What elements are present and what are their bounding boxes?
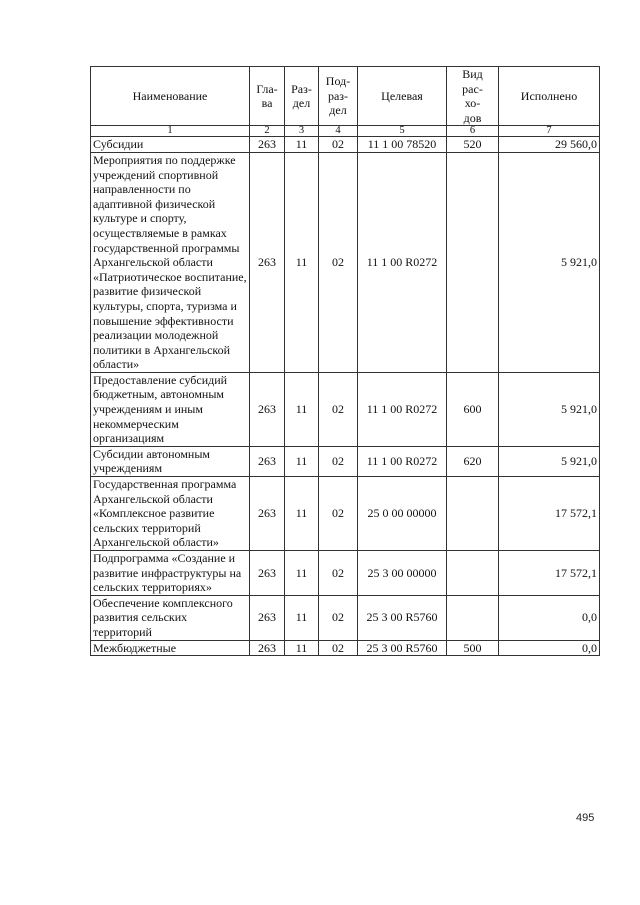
row-celevaya: 25 3 00 R5760 — [358, 595, 447, 640]
row-vid: 500 — [447, 640, 499, 656]
row-glava: 263 — [250, 372, 285, 446]
header-razdel: Раз- дел — [285, 67, 319, 126]
column-number: 3 — [285, 126, 319, 137]
budget-table — [90, 66, 600, 656]
row-vid: 520 — [447, 137, 499, 153]
table-row — [91, 446, 600, 476]
column-number: 2 — [250, 126, 285, 137]
header-glava: Гла- ва — [250, 67, 285, 126]
row-razdel: 11 — [285, 595, 319, 640]
row-razdel: 11 — [285, 372, 319, 446]
header-celevaya: Целевая — [358, 67, 447, 126]
table-row — [91, 595, 600, 640]
row-razdel: 11 — [285, 640, 319, 656]
row-name: Субсидии автономным учреждениям — [91, 446, 250, 476]
row-glava: 263 — [250, 137, 285, 153]
row-razdel: 11 — [285, 477, 319, 551]
row-name: Предоставление субсидий бюджетным, автономным учреждениям и иным некоммерческим организациям — [91, 372, 250, 446]
row-podrazdel: 02 — [319, 372, 358, 446]
table-row — [91, 137, 600, 153]
row-glava: 263 — [250, 595, 285, 640]
row-glava: 263 — [250, 640, 285, 656]
row-razdel: 11 — [285, 152, 319, 372]
column-number: 1 — [91, 126, 250, 137]
row-name: Обеспечение комплексного развития сельских территорий — [91, 595, 250, 640]
row-razdel: 11 — [285, 446, 319, 476]
row-podrazdel: 02 — [319, 152, 358, 372]
row-celevaya: 11 1 00 78520 — [358, 137, 447, 153]
row-celevaya: 11 1 00 R0272 — [358, 152, 447, 372]
column-number: 5 — [358, 126, 447, 137]
column-number-row — [91, 126, 600, 137]
row-celevaya: 11 1 00 R0272 — [358, 446, 447, 476]
row-name: Мероприятия по поддержке учреждений спортивной направленности по адаптивной физической культуре и спорту, осуществляемые в рамках государственной программы Архангельской области «Патриотическое воспитание, развитие физической культуры, спорта, туризма и повышение эффективности реализации молодежной политики в Архангельской области» — [91, 152, 250, 372]
row-podrazdel: 02 — [319, 640, 358, 656]
table-row — [91, 477, 600, 551]
row-glava: 263 — [250, 446, 285, 476]
row-vid — [447, 152, 499, 372]
row-vid — [447, 477, 499, 551]
row-glava: 263 — [250, 551, 285, 596]
header-vid-rashodov: Вид рас- хо- дов — [447, 67, 499, 126]
row-vid: 620 — [447, 446, 499, 476]
row-ispolneno: 29 560,0 — [499, 137, 600, 153]
row-razdel: 11 — [285, 551, 319, 596]
row-podrazdel: 02 — [319, 551, 358, 596]
row-glava: 263 — [250, 477, 285, 551]
column-number: 4 — [319, 126, 358, 137]
row-name: Субсидии — [91, 137, 250, 153]
row-ispolneno: 0,0 — [499, 595, 600, 640]
row-ispolneno: 0,0 — [499, 640, 600, 656]
table-row — [91, 640, 600, 656]
row-ispolneno: 17 572,1 — [499, 477, 600, 551]
page-number: 495 — [576, 812, 595, 824]
row-glava: 263 — [250, 152, 285, 372]
row-name: Государственная программа Архангельской области «Комплексное развитие сельских территорий Архангельской области» — [91, 477, 250, 551]
row-celevaya: 25 3 00 00000 — [358, 551, 447, 596]
table-row — [91, 372, 600, 446]
row-podrazdel: 02 — [319, 137, 358, 153]
row-podrazdel: 02 — [319, 477, 358, 551]
row-vid — [447, 595, 499, 640]
row-vid: 600 — [447, 372, 499, 446]
column-number: 6 — [447, 126, 499, 137]
row-ispolneno: 17 572,1 — [499, 551, 600, 596]
row-ispolneno: 5 921,0 — [499, 446, 600, 476]
header-naimenovanie: Наименование — [91, 67, 250, 126]
row-vid — [447, 551, 499, 596]
row-celevaya: 25 3 00 R5760 — [358, 640, 447, 656]
row-podrazdel: 02 — [319, 595, 358, 640]
row-celevaya: 25 0 00 00000 — [358, 477, 447, 551]
row-razdel: 11 — [285, 137, 319, 153]
row-podrazdel: 02 — [319, 446, 358, 476]
header-ispolneno: Исполнено — [499, 67, 600, 126]
row-celevaya: 11 1 00 R0272 — [358, 372, 447, 446]
row-name: Подпрограмма «Создание и развитие инфраструктуры на сельских территориях» — [91, 551, 250, 596]
table-row — [91, 152, 600, 372]
row-ispolneno: 5 921,0 — [499, 372, 600, 446]
row-ispolneno: 5 921,0 — [499, 152, 600, 372]
table-row — [91, 551, 600, 596]
row-name: Межбюджетные — [91, 640, 250, 656]
header-row — [91, 67, 600, 126]
header-podrazdel: Под- раз- дел — [319, 67, 358, 126]
column-number: 7 — [499, 126, 600, 137]
